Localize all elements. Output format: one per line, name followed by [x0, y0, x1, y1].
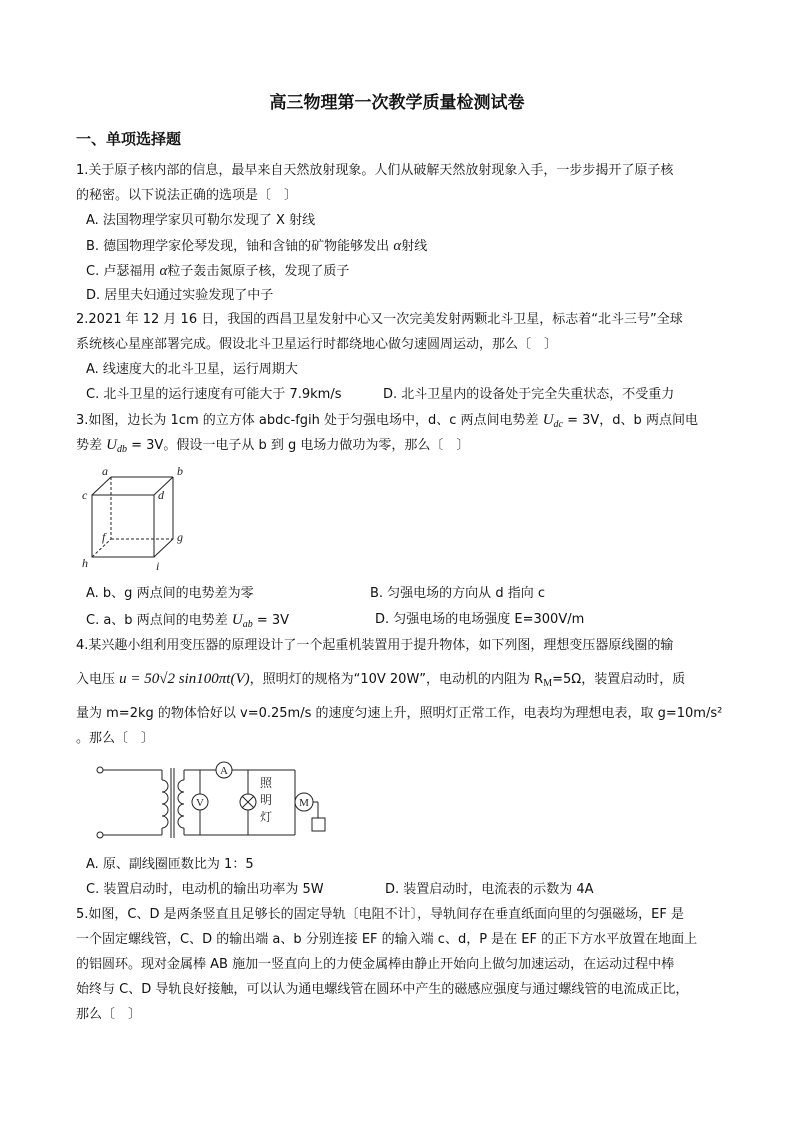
- lamp-label-2: 明: [260, 793, 273, 807]
- q3-stem-line2: 势差 $U_{db} = 3V$。假设一电子从 b 到 g 电场力做功为零，那么〔 〕: [76, 437, 470, 455]
- q1-option-c: C. 卢瑟福用 α粒子轰击氮原子核，发现了质子: [86, 263, 350, 279]
- q1-option-a: A. 法国物理学家贝可勒尔发现了 X 射线: [86, 213, 316, 228]
- q3-option-b: B. 匀强电场的方向从 d 指向 c: [370, 586, 545, 601]
- q3-option-a: A. b、g 两点间的电势差为零: [86, 586, 254, 601]
- q3-option-d: D. 匀强电场的电场强度 E=300V/m: [375, 612, 585, 627]
- q5-stem-line3: 的铝圆环。现对金属棒 AB 施加一竖直向上的力使金属棒由静止开始向上做匀加速运动，在运动过程中棒: [76, 957, 675, 972]
- cube-label-f: f: [102, 530, 106, 544]
- cube-label-c: c: [82, 488, 88, 502]
- q2-stem-line1: 2.2021 年 12 月 16 日，我国的西昌卫星发射中心又一次完美发射两颗北斗卫星，标志着“北斗三号”全球: [76, 312, 683, 327]
- q4-option-c: C. 装置启动时，电动机的输出功率为 5W: [86, 882, 324, 897]
- q1-stem-line2: 的秘密。以下说法正确的选项是〔 〕: [76, 188, 298, 203]
- cube-label-a: a: [102, 464, 108, 478]
- q5-stem-line5: 那么〔 〕: [76, 1007, 142, 1022]
- q5-stem-line2: 一个固定螺线管，C、D 的输出端 a、b 分别连接 EF 的输入端 c、d，P 是在 EF 的正下方水平放置在地面上: [76, 932, 698, 947]
- cube-label-d: d: [158, 488, 164, 502]
- q5-stem-line4: 始终与 C、D 导轨良好接触，可以认为通电螺线管在圆环中产生的磁感应强度与通过螺线管的电流成正比，: [76, 982, 689, 997]
- transformer-circuit-figure: [88, 754, 338, 850]
- q3-stem-line1: 3.如图，边长为 1cm 的立方体 abdc-fgih 处于匀强电场中，d、c 两点间电势差 $U_{dc} = 3V$，d、b 两点间电: [76, 412, 698, 430]
- q2-option-a: A. 线速度大的北斗卫星，运行周期大: [86, 362, 298, 377]
- cube-label-i: i: [156, 559, 160, 572]
- q4-stem-line2: 入电压 u = 50√2 sin100πt(V)，照明灯的规格为“10V 20W”，电动机的内阻为 $R_M=5\Omega$，装置启动时，质: [76, 671, 686, 689]
- q4-stem-line3: 量为 m=2kg 的物体恰好以 v=0.25m/s 的速度匀速上升，照明灯正常工作，电表均为理想电表，取 g=10m/s²: [76, 706, 723, 721]
- q4-formula: u = 50√2 sin100πt(V): [119, 671, 250, 687]
- q5-stem-line1: 5.如图，C、D 是两条竖直且足够长的固定导轨〔电阻不计〕，导轨间存在垂直纸面向里的匀强磁场，EF 是: [76, 907, 684, 922]
- q4-option-d: D. 装置启动时，电流表的示数为 4A: [385, 882, 594, 897]
- q1-option-d: D. 居里夫妇通过实验发现了中子: [86, 288, 274, 303]
- lamp-label-3: 灯: [260, 810, 273, 824]
- section-heading: 一、单项选择题: [76, 130, 182, 148]
- q2-stem-line2: 系统核心星座部署完成。假设北斗卫星运行时都绕地心做匀速圆周运动，那么〔 〕: [76, 337, 558, 352]
- voltmeter-label: V: [196, 797, 204, 809]
- motor-label: M: [299, 797, 309, 809]
- cube-label-b: b: [177, 464, 183, 478]
- q3-option-c: C. a、b 两点间的电势差 $U_{ab} = 3V$: [86, 612, 290, 630]
- cube-label-h: h: [82, 556, 88, 570]
- lamp-label-1: 照: [260, 776, 273, 790]
- cube-figure: [80, 464, 190, 572]
- q1-stem-line1: 1.关于原子核内部的信息，最早来自天然放射现象。人们从破解天然放射现象入手，一步步揭开了原子核: [76, 163, 674, 178]
- q4-option-a: A. 原、副线圈匝数比为 1：5: [86, 857, 254, 872]
- q4-stem-line1: 4.某兴趣小组利用变压器的原理设计了一个起重机装置用于提升物体，如下列图，理想变压器原线圈的输: [76, 638, 674, 653]
- q1-option-b: B. 德国物理学家伦琴发现，铀和含铀的矿物能够发出 α射线: [86, 238, 428, 254]
- q2-option-d: D. 北斗卫星内的设备处于完全失重状态，不受重力: [383, 387, 675, 402]
- cube-label-g: g: [177, 530, 183, 544]
- page-title: 高三物理第一次教学质量检测试卷: [269, 93, 525, 113]
- q2-option-c: C. 北斗卫星的运行速度有可能大于 7.9km/s: [86, 387, 342, 402]
- q4-stem-line4: 。那么〔 〕: [76, 731, 155, 746]
- ammeter-label: A: [220, 765, 228, 777]
